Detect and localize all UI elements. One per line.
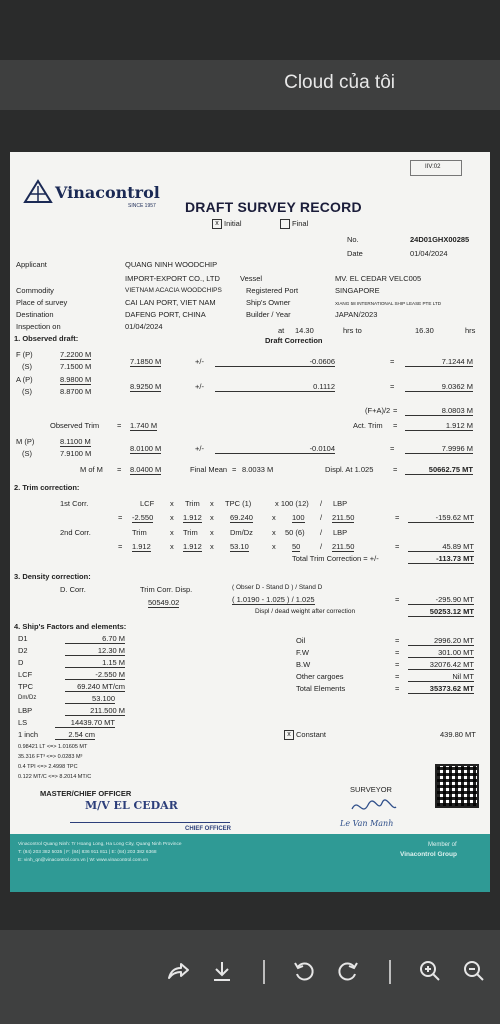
density-v1: 50549.02	[148, 598, 180, 607]
m-pm: +/-	[195, 444, 204, 453]
density-after-label: Displ / dead weight after correction	[255, 608, 356, 615]
master-label: MASTER/CHIEF OFFICER	[40, 789, 132, 798]
as-label: (S)	[22, 387, 32, 396]
document-page	[10, 152, 490, 863]
element-value: Nil MT	[408, 672, 474, 682]
ms-label: (S)	[22, 449, 32, 458]
c2-h: x	[272, 528, 276, 537]
f-corr: -0.0606	[215, 357, 335, 367]
c1-v: 69.240	[230, 513, 253, 522]
factor-key: 1 inch	[18, 730, 39, 739]
initial-option: x Initial	[212, 219, 242, 229]
fp-value: 7.2200 M	[60, 350, 92, 359]
element-key: F.W	[296, 648, 309, 657]
company-since: SINCE 1957	[128, 203, 156, 209]
c1-v: 211.50	[332, 513, 355, 522]
conversion-4: 0.122 MT/C <=> 8.2014 MT/C	[18, 774, 92, 780]
m-result: 7.9996 M	[405, 444, 473, 454]
density-h2: ( Obser D - Stand D ) / Stand D	[232, 584, 323, 591]
c1-h: /	[320, 499, 323, 508]
m-mean: 8.0100 M	[130, 444, 162, 453]
m-eq: =	[390, 444, 395, 453]
footer-member2: Vinacontrol Group	[400, 851, 457, 858]
c2-v: 1.912	[132, 542, 151, 551]
c2-h: Trim	[132, 528, 147, 537]
element-eq: =	[395, 684, 400, 693]
fp-label: F (P)	[16, 350, 33, 359]
m-corr: -0.0104	[215, 444, 335, 454]
draft-correction-header: Draft Correction	[265, 336, 323, 345]
document-title: DRAFT SURVEY RECORD	[185, 199, 362, 215]
density-h1: Trim Corr. Disp.	[140, 585, 193, 594]
a-mean: 8.9250 M	[130, 382, 162, 391]
final-mean-label: Final Mean	[190, 465, 228, 474]
status-bar	[0, 0, 500, 60]
c1-eq2: =	[395, 513, 400, 522]
mofm-value: 8.0400 M	[130, 465, 162, 474]
chief-officer-label: CHIEF OFFICER	[185, 826, 231, 832]
ap-value: 8.9800 M	[60, 375, 92, 384]
displ-value: 50662.75 MT	[405, 465, 473, 475]
rotate-left-icon[interactable]	[290, 958, 318, 986]
c2-v: 53.10	[230, 542, 249, 551]
a-corr: 0.1112	[215, 382, 335, 392]
factor-value: 2.54 cm	[55, 730, 95, 740]
element-eq: =	[395, 648, 400, 657]
element-key: Oil	[296, 636, 306, 645]
factor-key: D2	[18, 646, 28, 655]
a-result: 9.0362 M	[405, 382, 473, 392]
c2-v: 50	[292, 542, 301, 551]
qr-code-icon	[435, 764, 479, 808]
factor-key: LCF	[18, 670, 33, 679]
c2-label: 2nd Corr.	[60, 528, 91, 537]
vessel-value: MV. EL CEDAR VELC005	[335, 274, 422, 283]
toolbar-separator	[263, 960, 265, 984]
destination-value: DAFENG PORT, CHINA	[125, 310, 206, 319]
c2-h: x	[170, 528, 174, 537]
c1-result: -159.62 MT	[408, 513, 474, 523]
obs-trim-eq: =	[117, 421, 122, 430]
mofm-eq: =	[117, 465, 122, 474]
fs-value: 7.1500 M	[60, 362, 92, 371]
constant-label: x Constant	[284, 730, 326, 740]
c2-v: 1.912	[183, 542, 202, 551]
factor-key: TPC	[18, 682, 33, 691]
as-value: 8.8700 M	[60, 387, 92, 396]
owner-value: XIANG 58 INTERNATIONAL SHIP LEASE PTE LTD	[335, 301, 442, 306]
zoom-in-icon[interactable]	[416, 958, 444, 986]
c1-v: 100	[292, 513, 305, 522]
rotate-right-icon[interactable]	[334, 958, 362, 986]
element-value: 32076.42 MT	[408, 660, 474, 670]
date-label: Date	[347, 249, 363, 258]
conversion-3: 0.4 TPI <=> 2.4998 TPC	[18, 764, 78, 770]
c2-result: 45.89 MT	[408, 542, 474, 552]
at-label: at	[278, 326, 285, 335]
density-after-value: 50253.12 MT	[408, 607, 474, 617]
displ-label: Displ. At 1.025	[325, 465, 374, 474]
element-value: 301.00 MT	[408, 648, 474, 658]
signature-line	[70, 822, 230, 823]
vinacontrol-logo-icon	[24, 180, 52, 204]
surveyor-label: SURVEYOR	[350, 785, 392, 794]
element-value: 35373.62 MT	[408, 684, 474, 694]
factor-value: 211.500 M	[65, 706, 125, 716]
place-value: CAI LAN PORT, VIET NAM	[125, 298, 216, 307]
master-signature: M/V EL CEDAR	[85, 799, 178, 812]
factor-key: D1	[18, 634, 28, 643]
at-value: 14.30	[295, 326, 314, 335]
hrs-label: hrs	[465, 326, 476, 335]
section-density-correction: 3. Density correction:	[14, 572, 91, 581]
element-key: B.W	[296, 660, 311, 669]
fa2-label: (F+A)/2	[365, 406, 391, 415]
factor-key: Dm/Dz	[18, 695, 37, 701]
builder-label: Builder / Year	[246, 310, 291, 319]
applicant-value1: QUANG NINH WOODCHIP	[125, 260, 218, 269]
factor-key: D	[18, 658, 24, 667]
document-footer	[10, 834, 490, 892]
c1-h: x	[170, 499, 174, 508]
owner-label: Ship's Owner	[246, 298, 291, 307]
vessel-label: Vessel	[240, 274, 263, 283]
density-v2: ( 1.0190 - 1.025 ) / 1.025	[232, 595, 315, 604]
a-eq: =	[390, 382, 395, 391]
act-trim-label: Act. Trim	[353, 421, 383, 430]
company-name: Vinacontrol	[55, 183, 160, 202]
c1-h: LCF	[140, 499, 155, 508]
zoom-out-icon[interactable]	[460, 958, 488, 986]
app-bar	[0, 60, 500, 110]
c1-h: Trim	[185, 499, 200, 508]
factor-value: 12.30 M	[65, 646, 125, 656]
c2-v: x	[210, 542, 214, 551]
c2-eq2: =	[395, 542, 400, 551]
ms-value: 7.9100 M	[60, 449, 92, 458]
applicant-label: Applicant	[16, 260, 47, 269]
inspection-value: 01/04/2024	[125, 322, 163, 331]
c2-v: x	[170, 542, 174, 551]
footer-line2: T: (84) 203 382 5035 | F: (84) 836 911 811 | E: (84) 203 382 6368	[18, 850, 157, 855]
final-option: Final	[280, 219, 308, 229]
constant-value: 439.80 MT	[440, 730, 476, 739]
section-observed-draft: 1. Observed draft:	[14, 334, 79, 343]
c1-h: LBP	[333, 499, 348, 508]
section-ship-factors: 4. Ship's Factors and elements:	[14, 622, 127, 631]
c1-label: 1st Corr.	[60, 499, 89, 508]
c1-v: x	[170, 513, 174, 522]
factor-value: 14439.70 MT	[55, 718, 115, 728]
footer-line1: Vinacontrol Quang Ninh: Tr Hoang Long, Ha Long City, Quang Ninh Province	[18, 842, 182, 847]
place-label: Place of survey	[16, 298, 68, 307]
c1-h: x 100 (12)	[275, 499, 309, 508]
date-value: 01/04/2024	[410, 249, 448, 258]
destination-label: Destination	[16, 310, 54, 319]
surveyor-signature-icon	[348, 795, 398, 819]
c1-v: 1.912	[183, 513, 202, 522]
c1-h: TPC (1)	[225, 499, 252, 508]
total-trim-value: -113.73 MT	[408, 554, 474, 564]
fa2-value: 8.0803 M	[405, 406, 473, 416]
c2-h: x	[210, 528, 214, 537]
factor-value: -2.550 M	[65, 670, 125, 680]
regport-label: Registered Port	[246, 286, 299, 295]
conversion-1: 0.98421 LT <=> 1.01605 MT	[18, 744, 88, 750]
c1-h: x	[210, 499, 214, 508]
bottom-toolbar	[0, 930, 500, 1024]
footer-member1: Member of	[428, 842, 457, 848]
act-trim-eq: =	[393, 421, 398, 430]
factor-key: LBP	[18, 706, 33, 715]
c2-h: Trim	[183, 528, 198, 537]
element-key: Other cargoes	[296, 672, 344, 681]
stamp-box	[410, 160, 462, 176]
factor-value: 69.240 MT/cm	[65, 682, 125, 692]
density-eq: =	[395, 595, 400, 604]
c2-h: 50 (6)	[285, 528, 305, 537]
final-mean-value: 8.0033 M	[242, 465, 274, 474]
commodity-label: Commodity	[16, 286, 54, 295]
element-eq: =	[395, 636, 400, 645]
c1-eq: =	[118, 513, 123, 522]
c1-v: /	[320, 513, 323, 522]
c2-v: x	[272, 542, 276, 551]
ap-label: A (P)	[16, 375, 33, 384]
hrs-to-label: hrs to	[343, 326, 362, 335]
dcorr-label: D. Corr.	[60, 585, 86, 594]
element-eq: =	[395, 660, 400, 669]
f-pm: +/-	[195, 357, 204, 366]
fa2-eq: =	[393, 406, 398, 415]
toolbar-separator	[389, 960, 391, 984]
download-icon[interactable]	[208, 958, 236, 986]
builder-value: JAPAN/2023	[335, 310, 378, 319]
to-value: 16.30	[415, 326, 434, 335]
no-value: 24D01GHX00285	[410, 235, 470, 244]
element-value: 2996.20 MT	[408, 636, 474, 646]
no-label: No.	[347, 235, 359, 244]
c1-v: -2.550	[132, 513, 154, 522]
commodity-value: VIETNAM ACACIA WOODCHIPS	[125, 287, 222, 294]
surveyor-name: Le Van Manh	[340, 819, 394, 828]
total-trim-label: Total Trim Correction = +/-	[292, 554, 379, 563]
c2-h: LBP	[333, 528, 348, 537]
displ-eq: =	[393, 465, 398, 474]
applicant-value2: IMPORT-EXPORT CO., LTD	[125, 274, 220, 283]
factor-value: 53.100	[65, 694, 115, 704]
factor-key: LS	[18, 718, 28, 727]
mofm-label: M of M	[80, 465, 103, 474]
c1-v: x	[210, 513, 214, 522]
stamp-text: IIV:02	[425, 164, 441, 170]
inspection-label: Inspection on	[16, 322, 61, 331]
fs-label: (S)	[22, 362, 32, 371]
mp-label: M (P)	[16, 437, 35, 446]
share-icon[interactable]	[164, 958, 192, 986]
mp-value: 8.1100 M	[60, 437, 91, 446]
f-eq: =	[390, 357, 395, 366]
element-eq: =	[395, 672, 400, 681]
app-title: Cloud của tôi	[284, 72, 395, 93]
c2-v: 211.50	[332, 542, 355, 551]
final-mean-eq: =	[232, 465, 237, 474]
c2-eq: =	[118, 542, 123, 551]
conversion-2: 35.316 FT³ <=> 0.0283 M³	[18, 754, 83, 760]
element-key: Total Elements	[296, 684, 346, 693]
density-result: -295.90 MT	[408, 595, 474, 605]
section-trim-correction: 2. Trim correction:	[14, 483, 80, 492]
factor-value: 6.70 M	[65, 634, 125, 644]
obs-trim-label: Observed Trim	[50, 421, 100, 430]
c2-h: /	[320, 528, 323, 537]
image-viewer[interactable]	[0, 110, 500, 930]
c2-v: /	[320, 542, 323, 551]
obs-trim-value: 1.740 M	[130, 421, 158, 430]
act-trim-value: 1.912 M	[405, 421, 473, 431]
c2-h: Dm/Dz	[230, 528, 253, 537]
footer-line3: E: vinh_qn@vinacontrol.com.vn | W: www.vinacontrol.com.vn	[18, 858, 148, 863]
regport-value: SINGAPORE	[335, 286, 380, 295]
f-mean: 7.1850 M	[130, 357, 162, 366]
factor-value: 1.15 M	[65, 658, 125, 668]
a-pm: +/-	[195, 382, 204, 391]
f-result: 7.1244 M	[405, 357, 473, 367]
c1-v: x	[272, 513, 276, 522]
